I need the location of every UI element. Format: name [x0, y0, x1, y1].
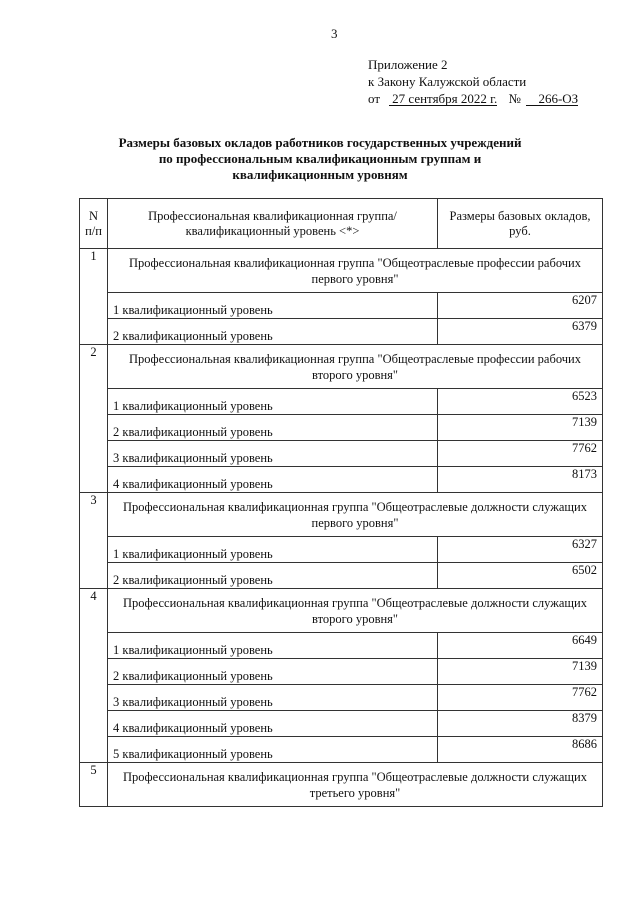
level-row [80, 537, 603, 563]
group-title: Профессиональная квалификационная группа "Общеотраслевые должности служащих третьего уровня" [108, 763, 603, 807]
level-row [80, 737, 603, 763]
group-title: Профессиональная квалификационная группа "Общеотраслевые должности служащих первого уровня" [108, 493, 603, 537]
level-name: 4 квалификационный уровень [108, 467, 438, 493]
level-name: 2 квалификационный уровень [108, 563, 438, 589]
level-salary: 6379 [438, 319, 603, 345]
appendix-title: Приложение 2 [368, 57, 448, 72]
level-row [80, 563, 603, 589]
group-row [80, 763, 603, 807]
level-name: 5 квалификационный уровень [108, 737, 438, 763]
level-row [80, 685, 603, 711]
level-salary: 7762 [438, 441, 603, 467]
appendix-law: к Закону Калужской области [368, 74, 527, 89]
number-sign: № [508, 91, 521, 106]
level-salary: 7139 [438, 415, 603, 441]
level-name: 2 квалификационный уровень [108, 319, 438, 345]
level-row [80, 467, 603, 493]
group-row [80, 345, 603, 389]
level-name: 1 квалификационный уровень [108, 293, 438, 319]
level-name: 2 квалификационный уровень [108, 415, 438, 441]
group-number: 2 [80, 345, 108, 493]
level-name: 2 квалификационный уровень [108, 659, 438, 685]
header-group: Профессиональная квалификационная группа/квалификационный уровень <*> [108, 199, 438, 249]
level-salary: 6207 [438, 293, 603, 319]
group-row [80, 493, 603, 537]
title-line-2: по профессиональным квалификационным группам и [158, 151, 482, 166]
appendix-header [368, 56, 578, 107]
group-number: 5 [80, 763, 108, 807]
level-row [80, 441, 603, 467]
salary-table [79, 198, 603, 807]
table-body [80, 249, 603, 807]
table-header-row [80, 199, 603, 249]
level-row [80, 633, 603, 659]
level-name: 3 квалификационный уровень [108, 441, 438, 467]
level-name: 3 квалификационный уровень [108, 685, 438, 711]
group-row [80, 589, 603, 633]
level-salary: 6327 [438, 537, 603, 563]
level-name: 1 квалификационный уровень [108, 389, 438, 415]
title-line-3: квалификационным уровням [232, 167, 408, 182]
group-number: 1 [80, 249, 108, 345]
level-salary: 6649 [438, 633, 603, 659]
group-number: 4 [80, 589, 108, 763]
header-num: N п/п [80, 199, 108, 249]
level-salary: 7762 [438, 685, 603, 711]
level-salary: 8686 [438, 737, 603, 763]
document-title [90, 135, 550, 183]
page-number: 3 [331, 26, 338, 41]
level-name: 1 квалификационный уровень [108, 633, 438, 659]
appendix-date-line [368, 90, 578, 107]
group-row [80, 249, 603, 293]
level-salary: 6523 [438, 389, 603, 415]
group-number: 3 [80, 493, 108, 589]
level-row [80, 711, 603, 737]
level-salary: 8173 [438, 467, 603, 493]
level-name: 1 квалификационный уровень [108, 537, 438, 563]
level-row [80, 319, 603, 345]
law-date: 27 сентября 2022 г. [389, 92, 497, 106]
header-salary: Размеры базовых окладов, руб. [438, 199, 603, 249]
from-label: от [368, 91, 381, 106]
law-number: 266-ОЗ [526, 92, 578, 106]
level-row [80, 293, 603, 319]
group-title: Профессиональная квалификационная группа "Общеотраслевые профессии рабочих второго уровня" [108, 345, 603, 389]
level-salary: 6502 [438, 563, 603, 589]
level-row [80, 659, 603, 685]
group-title: Профессиональная квалификационная группа "Общеотраслевые должности служащих второго уровня" [108, 589, 603, 633]
group-title: Профессиональная квалификационная группа "Общеотраслевые профессии рабочих первого уровня" [108, 249, 603, 293]
level-salary: 8379 [438, 711, 603, 737]
level-row [80, 389, 603, 415]
level-salary: 7139 [438, 659, 603, 685]
level-name: 4 квалификационный уровень [108, 711, 438, 737]
level-row [80, 415, 603, 441]
title-line-1: Размеры базовых окладов работников государственных учреждений [118, 135, 522, 150]
